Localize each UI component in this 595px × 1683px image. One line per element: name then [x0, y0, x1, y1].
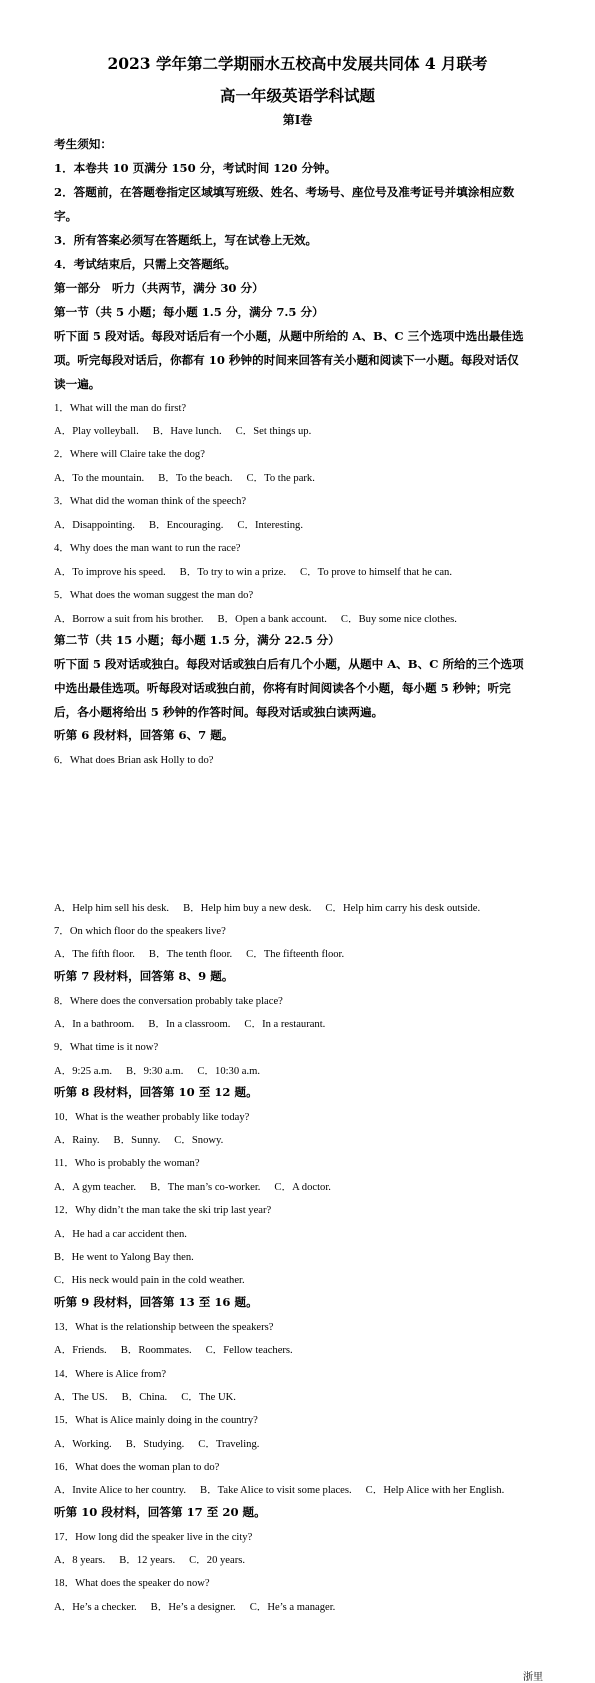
option-a: A．A gym teacher. — [54, 1182, 137, 1193]
question-8: 8．Where does the conversation probably take place? — [54, 996, 283, 1007]
option-b: B．Have lunch. — [152, 426, 222, 437]
exam-title: 2023 学年第二学期丽水五校高中发展共同体 4 月联考 — [107, 54, 488, 73]
option-a: A．In a bathroom. — [54, 1019, 135, 1030]
question-4-options — [54, 564, 466, 579]
option-b: B．China. — [121, 1392, 168, 1403]
section2-heading: 第二节（共 15 小题；每小题 1.5 分，满分 22.5 分） — [54, 633, 340, 647]
question-6-options — [54, 900, 494, 915]
question-15-options — [54, 1436, 273, 1451]
option-c: C．Interesting. — [237, 520, 303, 531]
notice-heading: 考生须知： — [54, 137, 112, 151]
question-5-options — [54, 611, 471, 626]
option-a: A．8 years. — [54, 1555, 106, 1566]
option-a: A．Working. — [54, 1439, 112, 1450]
option-c: C．He’s a manager. — [249, 1602, 336, 1613]
question-11-options — [54, 1179, 345, 1194]
question-2-options — [54, 470, 329, 485]
option-b: B．Encouraging. — [148, 520, 224, 531]
option-a: A．Invite Alice to her country. — [54, 1485, 186, 1496]
option-a: A．To improve his speed. — [54, 567, 166, 578]
option-a: A．Play volleyball. — [54, 426, 139, 437]
question-4: 4．Why does the man want to run the race? — [54, 543, 241, 554]
question-3-options — [54, 517, 317, 532]
option-b: B．Take Alice to visit some places. — [200, 1485, 352, 1496]
option-c: C．Help him carry his desk outside. — [325, 903, 481, 914]
question-10: 10．What is the weather probably like today? — [54, 1112, 250, 1123]
question-11: 11．Who is probably the woman? — [54, 1158, 200, 1169]
option-b: B．The man’s co-worker. — [150, 1182, 261, 1193]
question-13: 13．What is the relationship between the speakers? — [54, 1322, 274, 1333]
material-7-heading: 听第 7 段材料，回答第 8、9 题。 — [54, 969, 234, 983]
material-6-heading: 听第 6 段材料，回答第 6、7 题。 — [54, 728, 234, 742]
option-a: A．9:25 a.m. — [54, 1066, 112, 1077]
option-b: B．In a classroom. — [148, 1019, 231, 1030]
option-b: B．Help him buy a new desk. — [183, 903, 312, 914]
option-c: C．Fellow teachers. — [205, 1345, 293, 1356]
option-b: B．To the beach. — [158, 473, 233, 484]
option-b: B．Studying. — [125, 1439, 185, 1450]
option-c: C．In a restaurant. — [244, 1019, 326, 1030]
option-a: A．Help him sell his desk. — [54, 903, 170, 914]
option-c: C．A doctor. — [274, 1182, 331, 1193]
question-12-option-a: A．He had a car accident then. — [54, 1229, 187, 1240]
option-c: C．20 years. — [189, 1555, 246, 1566]
question-8-options — [54, 1016, 339, 1031]
option-b: B．12 years. — [119, 1555, 176, 1566]
option-c: C．Help Alice with her English. — [365, 1485, 505, 1496]
section1-instruction: 听下面 5 段对话。每段对话后有一个小题，从题中所给的 A、B、C 三个选项中选出最佳选 — [54, 329, 524, 343]
section1-heading: 第一节（共 5 小题；每小题 1.5 分，满分 7.5 分） — [54, 305, 324, 319]
notice-item-2-cont: 字。 — [54, 209, 78, 223]
page-footer: 浙里 — [523, 1672, 543, 1683]
question-9-options — [54, 1063, 274, 1078]
question-1-options — [54, 423, 325, 438]
notice-item-2: 2．答题前，在答题卷指定区域填写班级、姓名、考场号、座位号及准考证号并填涂相应数 — [54, 185, 515, 199]
material-9-heading: 听第 9 段材料，回答第 13 至 16 题。 — [54, 1295, 258, 1309]
question-7-options — [54, 946, 358, 961]
question-17-options — [54, 1552, 259, 1567]
section1-instruction: 项。听完每段对话后，你都有 10 秒钟的时间来回答有关小题和阅读下一小题。每段对话仅 — [54, 353, 519, 367]
option-b: B．He’s a designer. — [150, 1602, 236, 1613]
question-14-options — [54, 1389, 250, 1404]
question-2: 2．Where will Claire take the dog? — [54, 449, 205, 460]
option-a: A．The US. — [54, 1392, 108, 1403]
question-16: 16．What does the woman plan to do? — [54, 1462, 220, 1473]
option-b: B．Roommates. — [120, 1345, 192, 1356]
question-16-options — [54, 1482, 518, 1497]
notice-item-3: 3．所有答案必须写在答题纸上，写在试卷上无效。 — [54, 233, 318, 247]
option-c: C．To the park. — [246, 473, 315, 484]
exam-subtitle: 高一年级英语学科试题 — [219, 86, 375, 105]
question-5: 5．What does the woman suggest the man do? — [54, 590, 254, 601]
option-b: B．Open a bank account. — [217, 614, 327, 625]
option-c: C．Set things up. — [235, 426, 312, 437]
section2-instruction: 听下面 5 段对话或独白。每段对话或独白后有几个小题，从题中 A、B、C 所给的三个选项 — [54, 657, 524, 671]
option-a: A．He’s a checker. — [54, 1602, 137, 1613]
question-6: 6．What does Brian ask Holly to do? — [54, 755, 214, 766]
option-b: B．9:30 a.m. — [125, 1066, 184, 1077]
option-c: C．Traveling. — [198, 1439, 260, 1450]
question-13-options — [54, 1342, 307, 1357]
option-c: C．The UK. — [181, 1392, 236, 1403]
material-8-heading: 听第 8 段材料，回答第 10 至 12 题。 — [54, 1085, 258, 1099]
notice-item-4: 4．考试结束后，只需上交答题纸。 — [54, 257, 236, 271]
option-a: A．Disappointing. — [54, 520, 135, 531]
section1-instruction: 读一遍。 — [54, 377, 101, 391]
option-a: A．The fifth floor. — [54, 949, 135, 960]
part1-heading: 第一部分 听力（共两节，满分 30 分） — [54, 281, 264, 295]
question-18: 18．What does the speaker do now? — [54, 1578, 210, 1589]
question-9: 9．What time is it now? — [54, 1042, 159, 1053]
question-15: 15．What is Alice mainly doing in the country? — [54, 1415, 258, 1426]
question-12: 12．Why didn’t the man take the ski trip last year? — [54, 1205, 272, 1216]
option-b: B．The tenth floor. — [148, 949, 233, 960]
option-b: B．To try to win a prize. — [179, 567, 287, 578]
notice-item-1: 1．本卷共 10 页满分 150 分，考试时间 120 分钟。 — [54, 161, 337, 175]
volume-label: 第Ⅰ卷 — [282, 113, 313, 127]
question-10-options — [54, 1132, 237, 1147]
option-a: A．Friends. — [54, 1345, 107, 1356]
option-c: C．The fifteenth floor. — [246, 949, 345, 960]
question-14: 14．Where is Alice from? — [54, 1369, 167, 1380]
section2-instruction: 后，各小题将给出 5 秒钟的作答时间。每段对话或独白读两遍。 — [54, 705, 384, 719]
question-3: 3．What did the woman think of the speech? — [54, 496, 247, 507]
option-c: C．Snowy. — [174, 1135, 224, 1146]
question-12-option-b: B．He went to Yalong Bay then. — [54, 1252, 194, 1263]
option-a: A．Rainy. — [54, 1135, 100, 1146]
question-18-options — [54, 1599, 349, 1614]
option-a: A．Borrow a suit from his brother. — [54, 614, 204, 625]
option-c: C．Buy some nice clothes. — [340, 614, 457, 625]
question-17: 17．How long did the speaker live in the city? — [54, 1532, 253, 1543]
option-c: C．To prove to himself that he can. — [300, 567, 452, 578]
option-a: A．To the mountain. — [54, 473, 145, 484]
question-12-option-c: C．His neck would pain in the cold weather. — [54, 1275, 245, 1286]
material-10-heading: 听第 10 段材料，回答第 17 至 20 题。 — [54, 1505, 266, 1519]
option-c: C．10:30 a.m. — [197, 1066, 261, 1077]
question-1: 1．What will the man do first? — [54, 403, 187, 414]
option-b: B．Sunny. — [113, 1135, 161, 1146]
question-7: 7．On which floor do the speakers live? — [54, 926, 226, 937]
section2-instruction: 中选出最佳选项。听每段对话或独白前，你将有时间阅读各个小题，每小题 5 秒钟；听完 — [54, 681, 511, 695]
